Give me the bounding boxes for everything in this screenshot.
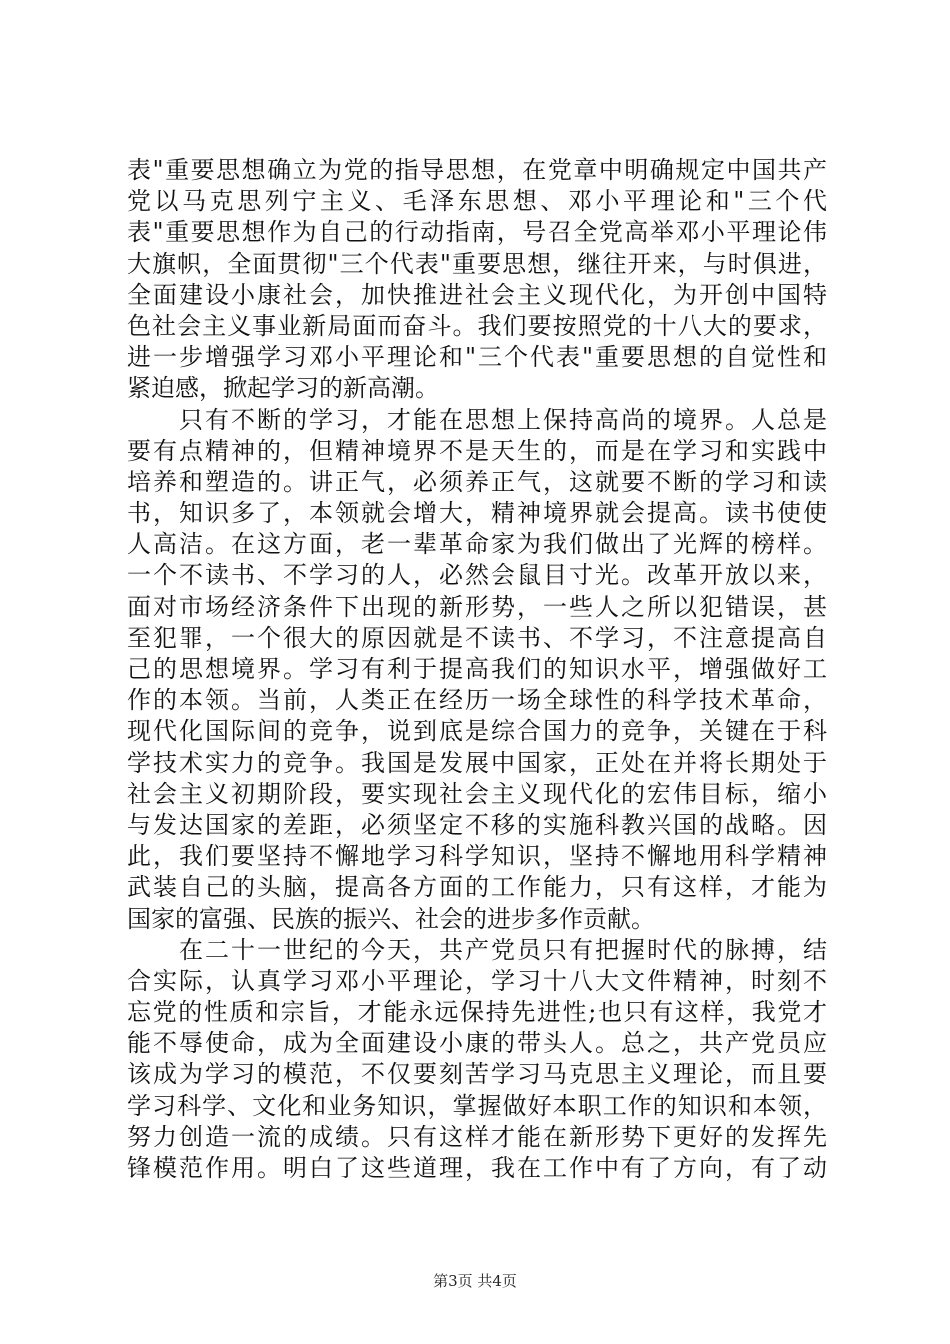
text-line: 紧迫感，掀起学习的新高潮。: [127, 374, 439, 403]
text-line: 要有点精神的，但精神境界不是天生的，而是在学习和实践中: [127, 436, 827, 465]
text-line: 社会主义初期阶段，要实现社会主义现代化的宏伟目标，缩小: [127, 779, 827, 808]
text-line: 表"重要思想确立为党的指导思想，在党章中明确规定中国共产: [127, 156, 827, 184]
text-line: 表"重要思想作为自己的行动指南，号召全党高举邓小平理论伟: [127, 218, 827, 247]
text-line: 全面建设小康社会，加快推进社会主义现代化，为开创中国特: [127, 280, 827, 309]
text-line: 能不辱使命，成为全面建设小康的带头人。总之，共产党员应: [127, 1029, 827, 1058]
document-body: [127, 155, 827, 1184]
text-line: 只有不断的学习，才能在思想上保持高尚的境界。人总是: [127, 405, 827, 434]
text-line: 大旗帜，全面贯彻"三个代表"重要思想，继往开来，与时俱进，: [127, 249, 827, 278]
text-line: 学技术实力的竞争。我国是发展中国家，正处在并将长期处于: [127, 748, 827, 777]
text-line: 与发达国家的差距，必须坚定不移的实施科教兴国的战略。因: [127, 810, 827, 839]
text-line: 面对市场经济条件下出现的新形势，一些人之所以犯错误，甚: [127, 592, 827, 621]
text-line: 书，知识多了，本领就会增大，精神境界就会提高。读书使使: [127, 499, 827, 528]
text-line: 人高洁。在这方面，老一辈革命家为我们做出了光辉的榜样。: [127, 530, 827, 559]
text-line: 合实际，认真学习邓小平理论，学习十八大文件精神，时刻不: [127, 966, 827, 995]
text-line: 培养和塑造的。讲正气，必须养正气，这就要不断的学习和读: [127, 467, 827, 496]
text-line: 在二十一世纪的今天，共产党员只有把握时代的脉搏，结: [127, 935, 827, 964]
text-line: 该成为学习的模范，不仅要刻苦学习马克思主义理论，而且要: [127, 1060, 827, 1089]
text-lines: [127, 155, 827, 1184]
text-line: 锋模范作用。明白了这些道理，我在工作中有了方向，有了动: [127, 1154, 827, 1182]
text-line: 国家的富强、民族的振兴、社会的进步多作贡献。: [127, 904, 655, 933]
text-line: 忘党的性质和宗旨，才能永远保持先进性;也只有这样，我党才: [127, 998, 827, 1027]
text-line: 党以马克思列宁主义、毛泽东思想、邓小平理论和"三个代: [127, 187, 827, 216]
text-line: 己的思想境界。学习有利于提高我们的知识水平，增强做好工: [127, 655, 827, 683]
text-line: 一个不读书、不学习的人，必然会鼠目寸光。改革开放以来，: [127, 561, 827, 590]
text-line: 努力创造一流的成绩。只有这样才能在新形势下更好的发挥先: [127, 1122, 827, 1151]
text-line: 作的本领。当前，人类正在经历一场全球性的科学技术革命，: [127, 686, 827, 715]
text-line: 色社会主义事业新局面而奋斗。我们要按照党的十八大的要求，: [127, 311, 827, 340]
text-line: 学习科学、文化和业务知识，掌握做好本职工作的知识和本领，: [127, 1091, 827, 1120]
text-line: 武装自己的头脑，提高各方面的工作能力，只有这样，才能为: [127, 873, 827, 902]
page-number-footer: 第3页 共4页: [433, 1272, 517, 1290]
text-line: 至犯罪，一个很大的原因就是不读书、不学习，不注意提高自: [127, 623, 827, 652]
text-line: 进一步增强学习邓小平理论和"三个代表"重要思想的自觉性和: [127, 343, 827, 372]
text-line: 此，我们要坚持不懈地学习科学知识，坚持不懈地用科学精神: [127, 842, 827, 871]
text-line: 现代化国际间的竞争，说到底是综合国力的竞争，关键在于科: [127, 717, 827, 746]
